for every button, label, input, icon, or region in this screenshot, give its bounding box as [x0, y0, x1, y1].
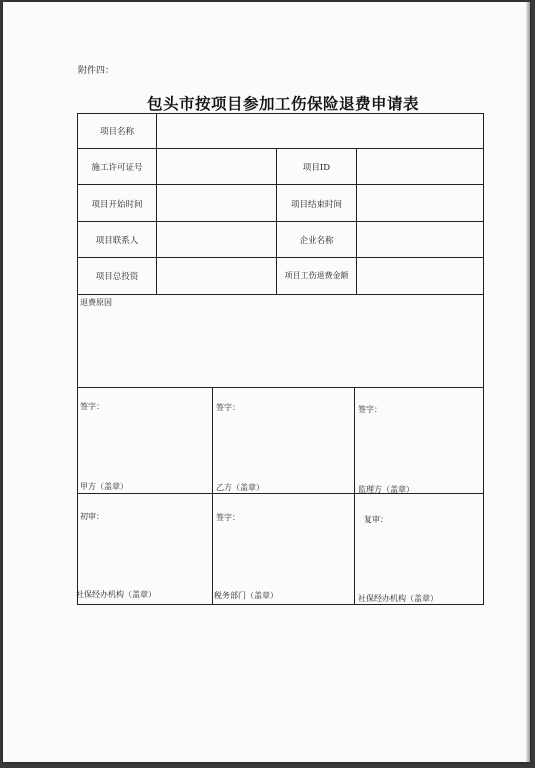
company-name-label: 企业名称: [299, 236, 334, 246]
supervisor-sign-label: 签字：: [358, 405, 382, 414]
final-review-label: 复审：: [364, 515, 388, 524]
project-id-label: 项目ID: [302, 163, 331, 173]
project-name-field[interactable]: [157, 114, 483, 148]
party-b-sign-label: 签字：: [216, 403, 240, 412]
project-start-field[interactable]: [157, 185, 276, 221]
total-investment-field[interactable]: [157, 258, 276, 294]
party-b-seal-label: 乙方（盖章）: [216, 483, 264, 492]
row-divider: [78, 387, 483, 388]
row-divider: [78, 493, 483, 494]
social-security-agency-seal-label: 社保经办机构（盖章）: [76, 590, 156, 599]
project-name-label: 项目名称: [99, 127, 134, 137]
project-end-field[interactable]: [357, 185, 483, 221]
project-end-label: 项目结束时间: [290, 200, 342, 210]
supervisor-seal-label: 监理方（盖章）: [358, 485, 414, 494]
row-divider: [78, 294, 483, 295]
construction-permit-field[interactable]: [157, 149, 276, 184]
project-id-field[interactable]: [357, 149, 483, 184]
company-name-field[interactable]: [357, 222, 483, 257]
party-a-seal-label: 甲方（盖章）: [80, 482, 128, 491]
refund-amount-field[interactable]: [357, 258, 483, 294]
refund-reason-field[interactable]: [78, 309, 483, 387]
document-page: [3, 2, 530, 762]
party-a-sign-label: 签字：: [80, 402, 104, 411]
form-title: 包头市按项目参加工伤保险退费申请表: [147, 94, 420, 113]
total-investment-label: 项目总投资: [95, 272, 139, 282]
social-security-agency-final-seal-label: 社保经办机构（盖章）: [358, 594, 438, 603]
page-edge: [526, 2, 530, 762]
project-contact-label: 项目联系人: [95, 236, 139, 246]
tax-sign-label: 签字：: [216, 513, 240, 522]
col-divider: [354, 387, 355, 604]
col-divider: [212, 387, 213, 604]
project-start-label: 项目开始时间: [91, 200, 143, 210]
application-form-table: [77, 113, 484, 605]
construction-permit-label: 施工许可证号: [91, 163, 143, 173]
tax-department-seal-label: 税务部门（盖章）: [214, 591, 278, 600]
project-contact-field[interactable]: [157, 222, 276, 257]
refund-amount-label: 项目工伤退费金额: [284, 271, 349, 280]
initial-review-label: 初审：: [80, 512, 104, 521]
attachment-label: 附件四：: [78, 66, 115, 76]
refund-reason-label: 退费原因: [80, 298, 112, 307]
